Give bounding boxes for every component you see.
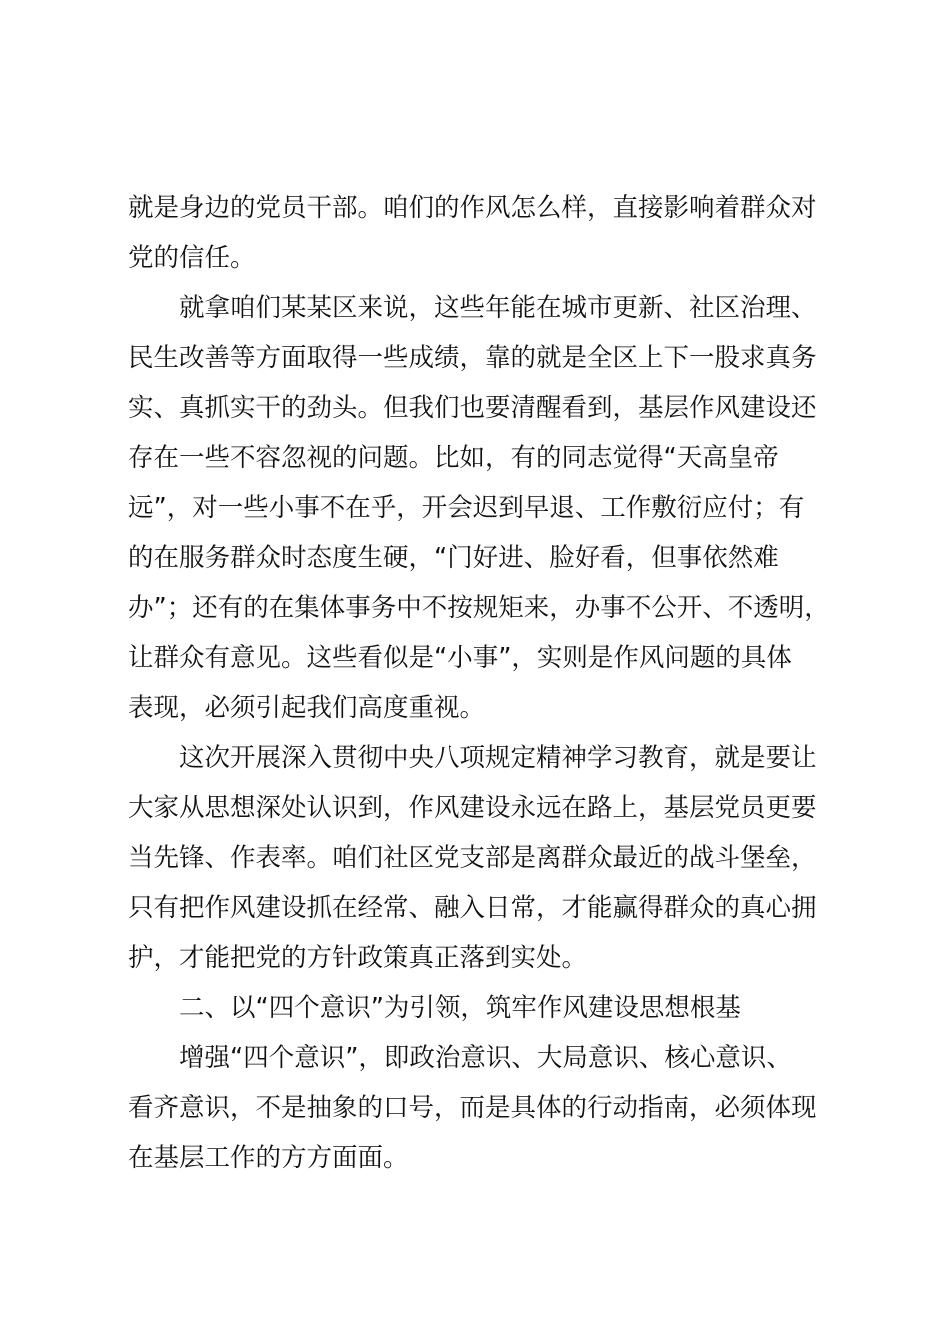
text-line: 增强“四个意识”，即政治意识、大局意识、核心意识、: [179, 1043, 792, 1073]
document-body: [128, 183, 868, 1183]
text-line: 的在服务群众时态度生硬，“门好进、脸好看，但事依然难: [128, 543, 779, 573]
text-line: 存在一些不容忽视的问题。比如，有的同志觉得“天高皇帝: [128, 443, 779, 473]
text-line: 就拿咱们某某区来说，这些年能在城市更新、社区治理、: [179, 293, 817, 323]
text-line: 当先锋、作表率。咱们社区党支部是离群众最近的战斗堡垒，: [128, 843, 817, 873]
text-line: 让群众有意见。这些看似是“小事”，实则是作风问题的具体: [128, 643, 792, 673]
text-line: 护，才能把党的方针政策真正落到实处。: [128, 943, 588, 973]
text-line: 办”；还有的在集体事务中不按规矩来，办事不公开、不透明，: [128, 593, 830, 623]
section-heading: 二、以“四个意识”为引领，筑牢作风建设思想根基: [179, 993, 741, 1023]
text-line: 只有把作风建设抓在经常、融入日常，才能赢得群众的真心拥: [128, 893, 817, 923]
text-line: 远”，对一些小事不在乎，开会迟到早退、工作敷衍应付；有: [128, 493, 805, 523]
text-line: 民生改善等方面取得一些成绩，靠的就是全区上下一股求真务: [128, 343, 817, 373]
text-line: 就是身边的党员干部。咱们的作风怎么样，直接影响着群众对: [128, 193, 817, 223]
text-line: 表现，必须引起我们高度重视。: [128, 693, 486, 723]
text-line: 实、真抓实干的劲头。但我们也要清醒看到，基层作风建设还: [128, 393, 817, 423]
text-line: 这次开展深入贯彻中央八项规定精神学习教育，就是要让: [179, 743, 817, 773]
text-line: 大家从思想深处认识到，作风建设永远在路上，基层党员更要: [128, 793, 817, 823]
text-line: 看齐意识，不是抽象的口号，而是具体的行动指南，必须体现: [128, 1093, 817, 1123]
text-line: 党的信任。: [128, 243, 256, 273]
text-line: 在基层工作的方方面面。: [128, 1143, 409, 1173]
